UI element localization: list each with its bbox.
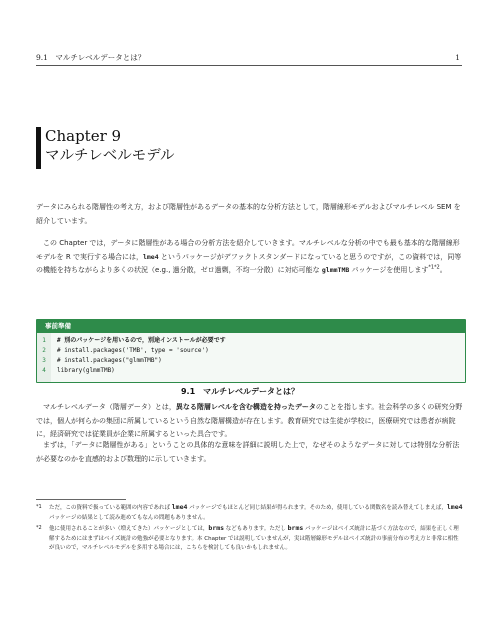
- fn1-text-2: パッケージでもほとんど同じ結果が得られます。そのため，使用している関数名を読み替えてしまえば，: [187, 505, 447, 511]
- fn1-text-3: パッケージの結果として読み進めてもなんの問題もありません。: [49, 514, 209, 521]
- header-rule: [36, 65, 462, 66]
- footnotes: [36, 503, 464, 555]
- chapter-label: Chapter 9: [45, 127, 122, 145]
- section-heading: 9.1 マルチレベルデータとは？: [180, 387, 299, 396]
- code-line: library(glmmTMB): [57, 367, 115, 374]
- footnote-text: [49, 524, 464, 554]
- chapter-title: マルチレベルモデル: [45, 148, 175, 164]
- multilevel-data-paragraph: [36, 401, 464, 442]
- code-lme4: lme4: [142, 252, 159, 261]
- mlm-bold-definition: 異なる階層レベルを含む構造を持ったデータ: [175, 403, 316, 411]
- footnote-rule: [36, 499, 126, 500]
- explanation-text: まずは，「データに階層性がある」ということの具体的な意味を詳細に説明した上で，なぜそのようなデータに対しては特別な分析法が必要なのかを直感的および数理的に示していきます。: [36, 441, 460, 463]
- fn2-code-2: brms: [287, 524, 304, 532]
- main-text-1: この Chapter では，データに階層性がある場合の分析方法を紹介していきます。マルチレベルな分析の中でも最も基本的な階層線形モデルを R で実行する場合には，: [36, 239, 460, 261]
- code-line: # install.packages("glmmTMB"): [57, 357, 162, 364]
- chapter-intro-paragraph: データにみられる階層性の考え方，および階層性があるデータの基本的な分析方法として，階層線形モデルおよびマルチレベル SEM を紹介しています。: [36, 203, 461, 225]
- line-number: 4: [42, 367, 46, 374]
- code-line: # install.packages('TMB', type = 'source'): [57, 347, 209, 354]
- explanation-paragraph: [36, 439, 464, 466]
- main-paragraph: [36, 237, 464, 278]
- footnote-1: [36, 503, 464, 523]
- fn2-text-3: パッケージはベイズ統計に基づく方法なので，結果を正しく理解するためにはまずはベイズ統計の勉強が必要となります。本 Chapter では説明していませんが，実は階層線形モデルはベイズ統計の事前分布の考え方と非常に相性が良いので，マルチレベルモデルを多用する場合には，こちらを検討しても良いかもしれません。: [49, 526, 459, 551]
- main-text-2: というパッケージがデファクトスタンダードになっていると思うのですが，この資料では，同等の機能を持ちながらより多くの状況（e.g., 過分散，ゼロ過剰，不均一分散）に対応可能な: [36, 252, 462, 274]
- line-number: 2: [42, 347, 46, 354]
- running-header: [36, 52, 460, 63]
- callout-title: 事前準備: [37, 320, 465, 333]
- fn1-code-1: lme4: [171, 503, 188, 511]
- fn1-text-1: ただ，この資料で扱っている範囲の内容であれば: [49, 505, 172, 511]
- chapter-heading: [36, 127, 174, 169]
- code-line: # 別のパッケージを用いるので，別途インストールが必要です: [57, 337, 226, 344]
- footnote-mark: *1: [36, 504, 42, 510]
- fn2-text-2: などもあります。ただし: [224, 526, 288, 532]
- footnote-mark: *2: [36, 525, 42, 531]
- page-number: 1: [455, 53, 460, 62]
- footnote-references[interactable]: *1*2: [428, 264, 440, 271]
- mlm-text-1: マルチレベルデータ（階層データ）とは，: [43, 403, 176, 411]
- code-block: [37, 333, 465, 382]
- fn2-text-1: 他に使用されることが多い（増えてきた）パッケージとしては，: [49, 526, 209, 532]
- main-text-end: 。: [439, 266, 447, 274]
- footnote-2: [36, 524, 464, 554]
- chapter-bar-decoration: [36, 127, 41, 169]
- mlm-text-2: のことを指します。社会科学の多くの研究分野では，個人が何らかの集団に所属しているという自然な階層構造が存在します。教育研究では生徒が学校に，医療研究では患者が病院に，経済研究では従業員が企業に所属するといった具合です。: [36, 403, 463, 438]
- line-number: 1: [42, 337, 46, 344]
- code-glmmtmb: glmmTMB: [321, 266, 350, 274]
- footnote-text: [49, 503, 464, 523]
- code-lines[interactable]: [51, 333, 465, 382]
- fn1-code-2: lme4: [446, 503, 463, 511]
- main-text-3: パッケージを使用します: [349, 266, 429, 274]
- running-header-section: 9.1 マルチレベルデータとは？: [36, 53, 146, 62]
- line-number: 3: [42, 357, 46, 364]
- line-number-gutter: [37, 333, 51, 382]
- setup-callout-box: [36, 319, 466, 383]
- fn2-code-1: brms: [208, 524, 225, 532]
